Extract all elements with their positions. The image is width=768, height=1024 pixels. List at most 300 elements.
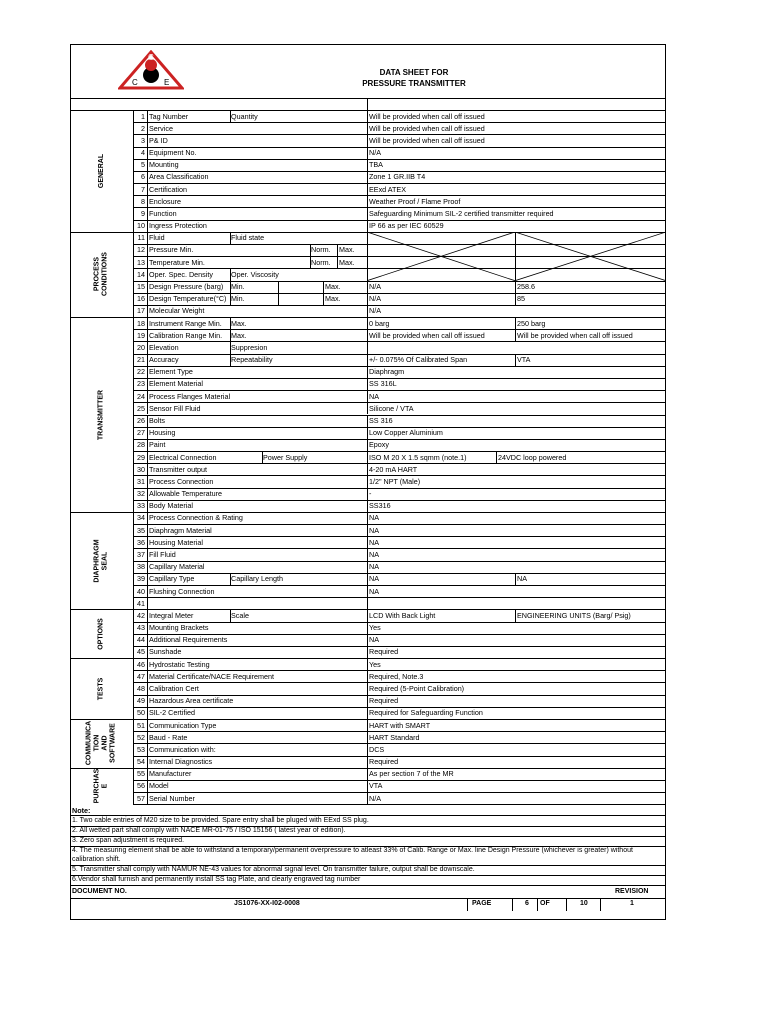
row-number: 48 (137, 683, 145, 693)
cell-divider (230, 609, 231, 621)
row-line (133, 305, 666, 306)
row-value-2: 24VDC loop powered (498, 452, 567, 462)
cell-divider (147, 658, 148, 670)
row-value: Weather Proof / Flame Proof (369, 196, 461, 206)
row-label: Communication with: (149, 744, 216, 754)
row-value: Yes (369, 659, 381, 669)
cell-divider (367, 597, 368, 609)
note-item: 4. The measuring element shall be able to withstand a temporary/permanent overpressure to atleast 33% of Calib. Range or Max. line Design Pressure (whichever is greater) without calibration shift. (72, 847, 633, 864)
cell-divider (367, 220, 368, 232)
cell-divider (367, 658, 368, 670)
row-label: Material Certificate/NACE Requirement (149, 671, 275, 681)
cell-divider (515, 354, 516, 366)
section-label: PURCHAS E (93, 768, 109, 804)
row-number: 10 (137, 221, 145, 231)
row-sub-label: Max. (325, 282, 341, 292)
row-label: Fill Fluid (149, 549, 176, 559)
row-number: 36 (137, 537, 145, 547)
cell-divider (147, 646, 148, 658)
cell-divider (147, 585, 148, 597)
row-label: Sunshade (149, 647, 182, 657)
row-value: SS 316L (369, 379, 397, 389)
row-number: 8 (141, 196, 145, 206)
row-number: 54 (137, 757, 145, 767)
cell-divider (147, 122, 148, 134)
cell-divider (367, 463, 368, 475)
row-label: Molecular Weight (149, 306, 205, 316)
cell-divider (147, 305, 148, 317)
cell-divider (515, 573, 516, 585)
row-value: NA (369, 574, 379, 584)
revision-number: 1 (630, 900, 634, 908)
cell-divider (367, 743, 368, 755)
row-value: Safeguarding Minimum SIL-2 certified transmitter required (369, 208, 554, 218)
cell-divider (147, 622, 148, 634)
row-sub-label: Power Supply (263, 452, 308, 462)
cell-divider (147, 548, 148, 560)
row-value: Required (369, 647, 399, 657)
row-value: - (369, 489, 372, 499)
row-value: Silicone / VTA (369, 403, 414, 413)
revision-label: REVISION (615, 888, 649, 896)
row-sub-label: Max. (231, 318, 247, 328)
row-number: 12 (137, 245, 145, 255)
row-number: 32 (137, 489, 145, 499)
row-value: HART Standard (369, 732, 420, 742)
row-value: EExd ATEX (369, 184, 407, 194)
row-value: Will be provided when call off issued (369, 123, 485, 133)
row-label: Sensor Fill Fluid (149, 403, 201, 413)
row-value: Will be provided when call off issued (369, 111, 485, 121)
row-label: Housing Material (149, 537, 203, 547)
cell-divider (230, 573, 231, 585)
page-total: 10 (580, 900, 588, 908)
cell-divider (147, 232, 148, 244)
cell-divider (147, 402, 148, 414)
row-number: 27 (137, 428, 145, 438)
row-number: 56 (137, 781, 145, 791)
cell-divider (367, 183, 368, 195)
row-line (133, 658, 666, 659)
row-label: Baud - Rate (149, 732, 188, 742)
cell-divider (310, 244, 311, 256)
row-value: N/A (369, 294, 381, 304)
cell-divider (147, 707, 148, 719)
cell-divider (367, 427, 368, 439)
row-value: NA (369, 562, 379, 572)
cell-divider (147, 134, 148, 146)
cell-divider (367, 171, 368, 183)
cell-divider (147, 147, 148, 159)
row-number: 1 (141, 111, 145, 121)
cell-divider (367, 439, 368, 451)
document-number: JS1076-XX-I02-0008 (234, 900, 300, 908)
cell-divider (147, 281, 148, 293)
cell-divider (367, 707, 368, 719)
row-number: 3 (141, 135, 145, 145)
row-sub-label: Quantity (231, 111, 258, 121)
cell-divider (367, 756, 368, 768)
cell-divider (367, 731, 368, 743)
row-label: Housing (149, 428, 176, 438)
row-line (133, 597, 666, 598)
cell-divider (147, 451, 148, 463)
cell-divider (515, 329, 516, 341)
row-number: 19 (137, 330, 145, 340)
row-number: 37 (137, 549, 145, 559)
footer-line (70, 898, 666, 899)
title-line-2: PRESSURE TRANSMITTER (362, 79, 466, 88)
row-label: Allowable Temperature (149, 489, 222, 499)
cell-divider (230, 317, 231, 329)
row-value: N/A (369, 148, 381, 158)
row-number: 25 (137, 403, 145, 413)
cell-divider (147, 439, 148, 451)
section-label: PROCESS CONDITIONS (93, 252, 109, 297)
cell-divider (367, 609, 368, 621)
row-label: Transmitter output (149, 464, 208, 474)
row-value: +/- 0.075% Of Calibrated Span (369, 355, 468, 365)
cell-divider (367, 585, 368, 597)
cell-divider (367, 719, 368, 731)
cell-divider (147, 171, 148, 183)
cell-divider (147, 488, 148, 500)
row-label: SIL-2 Certified (149, 708, 195, 718)
cell-divider (367, 110, 368, 122)
row-line (133, 548, 666, 549)
cell-divider (367, 390, 368, 402)
row-line (133, 622, 666, 623)
row-sub-label: Max. (339, 245, 355, 255)
cell-divider (147, 597, 148, 609)
row-value: 0 barg (369, 318, 390, 328)
logo-letter-right: E (164, 78, 170, 87)
cell-divider (515, 293, 516, 305)
row-value: HART with SMART (369, 720, 431, 730)
row-label: Process Flanges Material (149, 391, 231, 401)
row-sub-label: Fluid state (231, 233, 265, 243)
row-label: Enclosure (149, 196, 181, 206)
row-number: 14 (137, 269, 145, 279)
cell-divider (367, 768, 368, 780)
row-label: Oper. Spec. Density (149, 269, 213, 279)
cell-divider (367, 159, 368, 171)
row-number: 9 (141, 208, 145, 218)
cell-divider (147, 512, 148, 524)
row-label: P& ID (149, 135, 168, 145)
footer-divider (537, 898, 538, 911)
logo-letter-left: C (132, 78, 138, 87)
cell-divider (367, 415, 368, 427)
row-label: Communication Type (149, 720, 217, 730)
cell-divider (147, 317, 148, 329)
row-label: Hydrostatic Testing (149, 659, 210, 669)
cell-divider (147, 329, 148, 341)
row-label: Calibration Range Min. (149, 330, 223, 340)
row-number: 55 (137, 769, 145, 779)
cell-divider (230, 354, 231, 366)
section-label: TRANSMITTER (97, 389, 105, 440)
cell-divider (147, 366, 148, 378)
row-label: Pressure Min. (149, 245, 194, 255)
row-number: 24 (137, 391, 145, 401)
cell-divider (147, 719, 148, 731)
cell-divider (147, 293, 148, 305)
row-sub-label: Min. (231, 294, 245, 304)
cell-divider (230, 281, 231, 293)
cell-divider (367, 317, 368, 329)
row-number: 29 (137, 452, 145, 462)
row-number: 51 (137, 720, 145, 730)
cell-divider (367, 780, 368, 792)
row-value: Diaphragm (369, 367, 405, 377)
row-label: Flushing Connection (149, 586, 215, 596)
row-value-2: 85 (517, 294, 525, 304)
row-value: NA (369, 586, 379, 596)
cell-divider (147, 500, 148, 512)
row-value: IP 66 as per IEC 60529 (369, 221, 444, 231)
row-line (133, 341, 666, 342)
row-label: Capillary Type (149, 574, 195, 584)
cell-divider (278, 293, 279, 305)
cell-divider (367, 695, 368, 707)
page-number: 6 (525, 900, 529, 908)
cell-divider (147, 634, 148, 646)
row-value: NA (369, 537, 379, 547)
cell-divider (147, 415, 148, 427)
row-value: Epoxy (369, 440, 389, 450)
row-number: 41 (137, 598, 145, 608)
header-rule (70, 98, 666, 99)
note-item: 3. Zero span adjustment is required. (72, 837, 185, 845)
row-value-2: ENGINEERING UNITS (Barg/ Psig) (517, 610, 631, 620)
row-number: 17 (137, 306, 145, 316)
row-value: Yes (369, 623, 381, 633)
section-label: GENERAL (97, 153, 105, 189)
cell-divider (323, 293, 324, 305)
row-label: Equipment No. (149, 148, 197, 158)
cell-divider (147, 524, 148, 536)
row-label: Certification (149, 184, 187, 194)
note-item: 2. All wetted part shall comply with NACE MR-01-75 / ISO 15156 ( latest year of edition). (72, 827, 346, 835)
row-value: NA (369, 635, 379, 645)
row-label: Bolts (149, 416, 165, 425)
row-number: 31 (137, 476, 145, 486)
cell-divider (147, 256, 148, 268)
row-value-2: 258.6 (517, 282, 535, 292)
cell-divider (367, 488, 368, 500)
row-label: Ingress Protection (149, 221, 207, 231)
cell-divider (230, 329, 231, 341)
cell-divider (147, 195, 148, 207)
cell-divider (147, 756, 148, 768)
row-number: 52 (137, 732, 145, 742)
row-sub-label: Suppresion (231, 342, 268, 352)
section-label: TESTS (97, 677, 105, 700)
row-label: Fluid (149, 233, 165, 243)
cell-divider (147, 561, 148, 573)
cell-divider (367, 329, 368, 341)
cell-divider (367, 341, 368, 353)
cell-divider (367, 670, 368, 682)
cell-divider (515, 609, 516, 621)
row-value: NA (369, 513, 379, 523)
cell-divider (367, 134, 368, 146)
row-value: N/A (369, 793, 381, 803)
title-line-1: DATA SHEET FOR (379, 68, 449, 77)
cell-divider (367, 305, 368, 317)
document-title (300, 67, 528, 89)
row-value: VTA (369, 781, 383, 791)
row-value: As per section 7 of the MR (369, 769, 454, 779)
cell-divider (147, 792, 148, 804)
row-line (133, 780, 666, 781)
cell-divider (367, 548, 368, 560)
row-value-2: NA (517, 574, 527, 584)
row-number: 50 (137, 708, 145, 718)
cell-divider (367, 634, 368, 646)
row-sub-label: Norm. (311, 245, 331, 255)
cell-divider (496, 451, 497, 463)
row-value: Required (369, 757, 399, 767)
row-line (133, 756, 666, 757)
row-number: 11 (137, 233, 145, 243)
cell-divider (367, 573, 368, 585)
header-divider (367, 98, 368, 110)
row-label: Model (149, 781, 169, 791)
row-number: 34 (137, 513, 145, 523)
row-label: Serial Number (149, 793, 195, 803)
row-number: 2 (141, 123, 145, 133)
row-value: N/A (369, 282, 381, 292)
row-number: 49 (137, 696, 145, 706)
row-number: 16 (137, 294, 145, 304)
cell-divider (147, 768, 148, 780)
note-item: 6.Vendor shall furnish and permanently install SS tag Plate, and clearly engraved tag number (72, 876, 361, 884)
row-value: Required, Note.3 (369, 671, 424, 681)
cell-divider (367, 792, 368, 804)
row-number: 23 (137, 379, 145, 389)
cell-divider (147, 341, 148, 353)
row-line (133, 378, 666, 379)
row-label: Element Material (149, 379, 203, 389)
row-value: NA (369, 391, 379, 401)
row-label: Hazardous Area certificate (149, 696, 234, 706)
row-value: Required for Safeguarding Function (369, 708, 483, 718)
cell-divider (147, 378, 148, 390)
row-value: Will be provided when call off issued (369, 330, 485, 340)
cell-divider (367, 451, 368, 463)
cell-divider (230, 110, 231, 122)
cell-divider (367, 366, 368, 378)
row-number: 43 (137, 623, 145, 633)
row-number: 45 (137, 647, 145, 657)
row-label: Body Material (149, 501, 193, 511)
row-number: 18 (137, 318, 145, 328)
row-value: 4-20 mA HART (369, 464, 418, 474)
row-label: Additional Requirements (149, 635, 228, 645)
row-line (133, 561, 666, 562)
row-number: 57 (137, 793, 145, 803)
cell-divider (230, 293, 231, 305)
row-value: TBA (369, 160, 383, 170)
row-value: Low Copper Aluminium (369, 428, 443, 438)
cell-divider (367, 646, 368, 658)
row-sub-label: Scale (231, 610, 249, 620)
footer-divider (600, 898, 601, 911)
cell-divider (367, 293, 368, 305)
cell-divider (147, 743, 148, 755)
row-number: 39 (137, 574, 145, 584)
row-number: 26 (137, 416, 145, 425)
cell-divider (367, 378, 368, 390)
page-label: PAGE (472, 900, 492, 908)
cell-divider (147, 427, 148, 439)
row-label: Accuracy (149, 355, 179, 365)
row-number: 53 (137, 744, 145, 754)
row-label: Mounting Brackets (149, 623, 209, 633)
cell-divider (323, 281, 324, 293)
cell-divider (278, 281, 279, 293)
row-number: 40 (137, 586, 145, 596)
company-logo (118, 50, 184, 90)
row-line (133, 573, 666, 574)
row-number: 35 (137, 525, 145, 535)
row-label: Capillary Material (149, 562, 205, 572)
cell-divider (147, 573, 148, 585)
footer-divider (467, 898, 468, 911)
cell-divider (367, 682, 368, 694)
cell-divider (147, 159, 148, 171)
row-line (133, 147, 666, 148)
row-line (133, 646, 666, 647)
notes-heading: Note: (72, 806, 91, 816)
row-number: 5 (141, 160, 145, 170)
section-label: OPTIONS (97, 617, 105, 650)
row-label: Manufacturer (149, 769, 192, 779)
row-value: DCS (369, 744, 385, 754)
not-applicable-cross (515, 232, 666, 281)
row-label: Calibration Cert (149, 683, 199, 693)
cell-divider (367, 524, 368, 536)
cell-divider (367, 536, 368, 548)
footer-divider (566, 898, 567, 911)
row-label: Design Temperature(°C) (149, 294, 227, 304)
row-value: Zone 1 GR.IIB T4 (369, 172, 426, 182)
row-number: 28 (137, 440, 145, 450)
row-value: LCD With Back Light (369, 610, 436, 620)
of-label: OF (540, 900, 550, 908)
cell-divider (230, 232, 231, 244)
row-sub-label: Repeatability (231, 355, 273, 365)
cell-divider (367, 281, 368, 293)
row-label: Temperature Min. (149, 257, 205, 267)
row-value: SS316 (369, 501, 391, 511)
cell-divider (367, 195, 368, 207)
row-number: 38 (137, 562, 145, 572)
row-label: Process Connection & Rating (149, 513, 243, 523)
row-sub-label: Oper. Viscosity (231, 269, 279, 279)
row-line (133, 159, 666, 160)
row-value: Required (369, 696, 399, 706)
row-label: Electrical Connection (149, 452, 217, 462)
row-number: 22 (137, 367, 145, 377)
row-number: 20 (137, 342, 145, 352)
cell-divider (147, 220, 148, 232)
cell-divider (147, 244, 148, 256)
row-sub-label: Min. (231, 282, 245, 292)
row-value-2: VTA (517, 355, 531, 365)
